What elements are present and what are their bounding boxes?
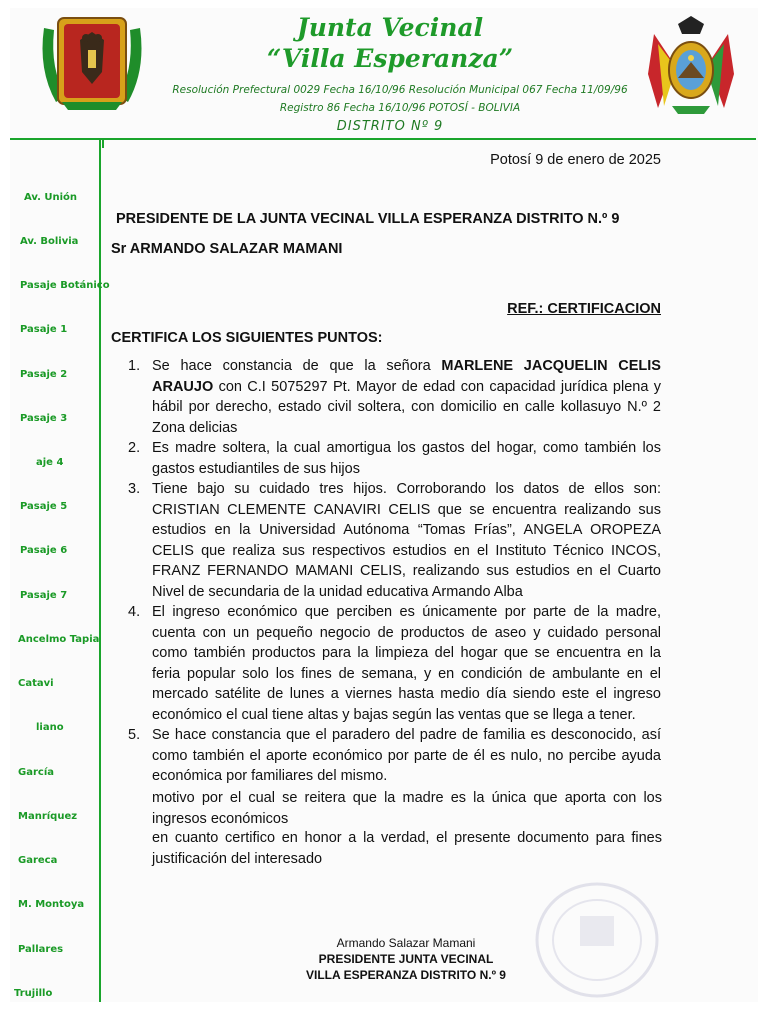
signature-role: PRESIDENTE JUNTA VECINAL	[318, 952, 494, 966]
sidebar-street: Gareca	[18, 855, 58, 866]
header-title	[200, 12, 580, 74]
addressee-title: PRESIDENTE DE LA JUNTA VECINAL VILLA ESPERANZA DISTRITO N.º 9	[116, 211, 620, 227]
sidebar-street: Catavi	[18, 678, 54, 689]
header-title-line1: Junta Vecinal	[296, 13, 484, 42]
sidebar-street: García	[18, 767, 54, 778]
resolution-line: Resolución Prefectural 0029 Fecha 16/10/96 Resolución Municipal 067 Fecha 11/09/96	[172, 84, 628, 96]
signature-name: Armando Salazar Mamani	[336, 936, 476, 950]
certification-points	[111, 356, 661, 787]
sidebar-street: Pasaje 3	[20, 413, 68, 424]
closing-paragraph-1: motivo por el cual se reitera que la madre es la única que aporta con los ingresos económicos	[152, 790, 662, 827]
letter-date: Potosí 9 de enero de 2025	[490, 152, 661, 168]
sidebar-street: Av. Unión	[24, 192, 78, 203]
addressee-name: Sr ARMANDO SALAZAR MAMANI	[111, 241, 343, 257]
coat-of-arms-left-emblem	[36, 10, 148, 114]
closing-paragraph-2: en cuanto certifico en honor a la verdad, el presente documento para fines justificación del interesado	[152, 830, 662, 867]
reference-line: REF.: CERTIFICACION	[507, 301, 661, 317]
divider-tick	[102, 138, 104, 148]
district-label: DISTRITO Nº 9	[336, 119, 444, 134]
list-item: 2. Es madre soltera, la cual amortigua los gastos del hogar, como también los gastos estudiantiles de sus hijos	[128, 440, 661, 477]
sidebar-street: Pasaje 7	[20, 590, 68, 601]
header-divider	[10, 138, 756, 140]
sidebar-street: Pasaje 6	[20, 545, 68, 556]
sidebar-street: Pasaje 1	[20, 324, 68, 335]
sidebar-street: Trujillo	[14, 988, 53, 999]
sidebar-street: liano	[36, 722, 64, 733]
sidebar-street: Av. Bolivia	[20, 236, 79, 247]
list-item: 5. Se hace constancia que el paradero del padre de familia es desconocido, así como también el aporte económico por parte de él es nulo, no percibe ayuda económica por familiares del mismo.	[128, 727, 661, 784]
sidebar-street: M. Montoya	[18, 899, 85, 910]
list-item: 3. Tiene bajo su cuidado tres hijos. Corroborando los datos de ellos son: CRISTIAN CLEMENTE CANAVIRI CELIS que se encuentra realizando sus estudios en la Universidad Autónoma “Tomas Frías”, ANGELA OROPEZA CELIS que realiza sus respectivos estudios en el Instituto Técnico INCOS, FRANZ FERNANDO MAMANI CELIS, realizando sus estudios en el Cuarto Nivel de secundaria de la unidad educativa Armando Alba	[128, 481, 661, 600]
certify-heading: CERTIFICA LOS SIGUIENTES PUNTOS:	[111, 330, 383, 346]
sidebar-street: Manríquez	[18, 811, 78, 822]
list-item: 4. El ingreso económico que perciben es únicamente por parte de la madre, cuenta con un pequeño negocio de productos de aseo y cuidado personal como también productos para la limpieza del hogar que se encuentra en la feria popular solo los fines de semana, y en condición de ambulante en el mercado satélite de lunes a viernes hasta medio día siendo este el ingreso económico el cual tiene altas y bajas según las ventas que se llega a tener.	[128, 604, 661, 723]
signature-org: VILLA ESPERANZA DISTRITO N.º 9	[306, 968, 506, 982]
sidebar-street: aje 4	[36, 457, 64, 468]
sidebar-street: Pasaje 5	[20, 501, 68, 512]
list-item: 1. Se hace constancia de que la señora MARLENE JACQUELIN CELIS ARAUJO con C.I 5075297 Pt. Mayor de edad con capacidad jurídica plena y hábil por derecho, estado civil soltera, con domicilio en calle kollasuyo N.º 2 Zona delicias	[128, 358, 661, 436]
header-title-line2: “Villa Esperanza”	[266, 44, 514, 73]
registry-line: Registro 86 Fecha 16/10/96 POTOSÍ - BOLIVIA	[279, 102, 521, 114]
sidebar-street: Pallares	[18, 944, 64, 955]
sidebar-street: Pasaje 2	[20, 369, 68, 380]
national-shield-right-emblem	[644, 14, 738, 118]
sidebar-street: Ancelmo Tapia	[18, 634, 100, 645]
sidebar-divider	[99, 138, 101, 1002]
sidebar-street: Pasaje Botánico	[20, 280, 110, 291]
